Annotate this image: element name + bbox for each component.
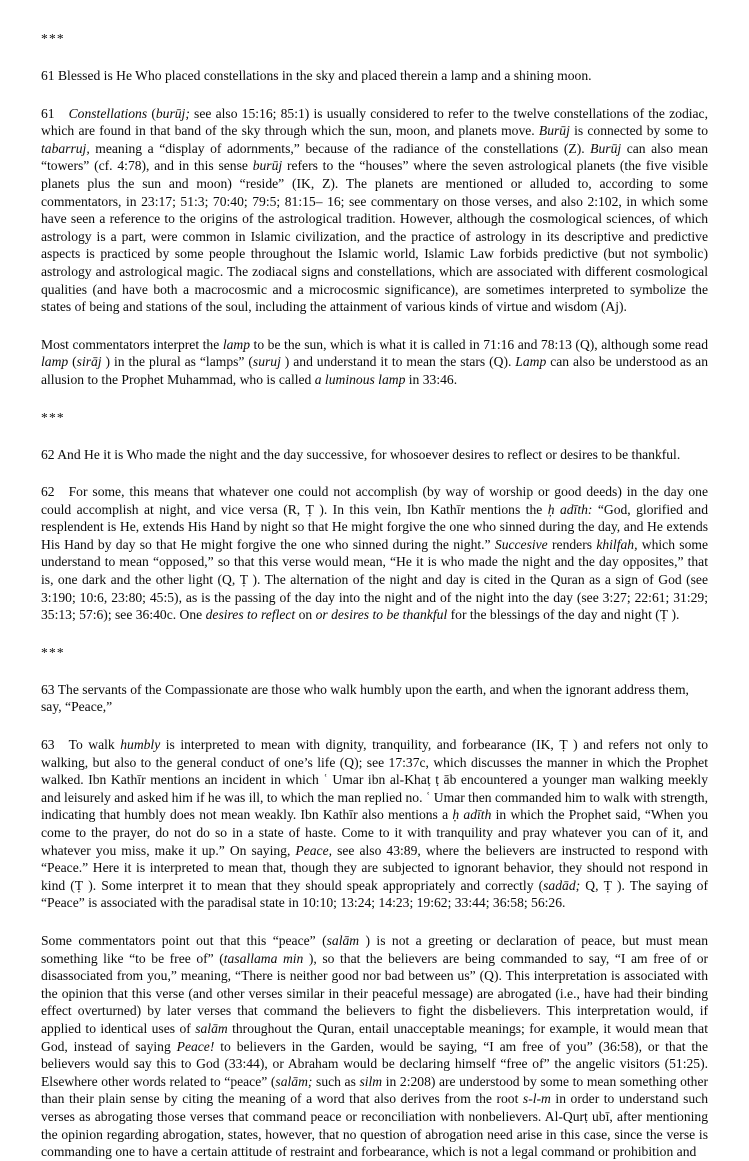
commentary-body-63: To walk humbly is interpreted to mean with dignity, tranquility, and forbearance (IK, Ṭ ) and refers not only to walking, but also to the general conduct of one’s life (Q); see 17:37c, which discusses the manner in which the Prophet walked. Ibn Kathīr mentions an incident in which ʿ Umar ibn al-Khaṭ ṭ āb encountered a younger man walking meekly and leisurely and asked him if he was ill, to which the man replied no. ʿ Umar then commanded him to walk with strength, indicating that humbly does not mean weakly. Ibn Kathīr also mentions a ḥ adīth in which the Prophet said, “When you come to the prayer, do not do so in a state of haste. Come to it with tranquility and pray whatever you can of it, and whatever you miss, make it up.” On saying, Peace, see also 43:89, where the believers are instructed to respond with “Peace.” Here it is interpreted to mean that, though they are subjected to ignorant behavior, they should not respond in kind (Ṭ ). Some interpret it to mean that they should speak appropriately and correctly (sadād; Q, Ṭ ). The saying of “Peace” is associated with the paradisal state in 10:10; 13:24; 14:23; 19:62; 33:44; 36:58; 56:26. xyxy=(41,737,708,911)
commentary-paragraph-61b: Most commentators interpret the lamp to be the sun, which is what it is called in 71:16 and 78:13 (Q), although some read lamp (sirāj ) in the plural as “lamps” (suruj ) and understand it to mean the stars (Q). Lamp can also be understood as an allusion to the Prophet Muhammad, who is called a luminous lamp in 33:46. xyxy=(41,336,709,387)
section-separator-3: *** xyxy=(41,644,65,660)
commentary-paragraph-62 xyxy=(41,483,708,624)
commentary-number-61: 61 xyxy=(41,105,55,121)
commentary-paragraph-63 xyxy=(41,736,708,912)
commentary-number-62: 62 xyxy=(41,484,55,500)
commentary-number-63: 63 xyxy=(41,737,55,753)
verse-text-62: 62 And He it is Who made the night and the day successive, for whosoever desires to reflect or desires to be thankful. xyxy=(41,446,681,462)
commentary-paragraph-63b: Some commentators point out that this “peace” (salām ) is not a greeting or declaration of peace, but must mean something like “to be free of” (tasallama min ), so that the believers are being commanded to say, “I am free of or disassociated from you,” meaning, “There is neither good nor bad between us” (Q). This interpretation is associated with the opinion that this verse (and other verses similar in their peaceful message) are abrogated (i.e., have had their binding effect overturned) by later verses that command the believers to fight the disbelievers. This interpretation would, if applied to identical uses of salām throughout the Quran, entail unacceptable meanings; for example, it would mean that God, instead of saying Peace! to believers in the Garden, would be saying, “I am free of you” (36:58), or that the believers would say this to God (33:44), or Abraham would be declaring himself “free of” the angelic visitors (51:25). Elsewhere other words related to “peace” (salām; such as silm in 2:208) are understood by some to mean something other than their plain sense by citing the meaning of a word that also derives from the root s-l-m in order to understand such verses as abrogating those verses that command peace or reconciliation with nonbelievers. Al-Qurṭ ubī, after mentioning the opinion regarding abrogation, states, however, that no question of abrogation need arise in this case, since the verse is commanding one to have a certain attitude of restraint and forbearance, which is not a legal command or prohibition and xyxy=(41,932,709,1160)
section-separator-2: *** xyxy=(41,409,65,425)
section-separator-1: *** xyxy=(41,31,65,46)
verse-text-63: 63 The servants of the Compassionate are those who walk humbly upon the earth, and when the ignorant address them, say, “Peace,” xyxy=(41,681,689,715)
commentary-body-62: For some, this means that whatever one could not accomplish (by way of worship or good deeds) in the day one could accomplish at night, and vice versa (R, Ṭ ). In this vein, Ibn Kathīr mentions the ḥ adīth: “God, glorified and resplendent is He, extends His Hand by night so that He might forgive the one who sinned during the day, and He extends His Hand by day so that He might forgive the one who sinned during the night.” Succesive renders khilfah, which some understand to mean “opposed,” so that this verse would mean, “He it is who made the night and the day opposites,” that is, one dark and the other light (Q, Ṭ ). The alternation of the night and day is cited in the Quran as a sign of God (see 3:190; 10:6, 23:80; 45:5), as is the passing of the day into the night and of the night into the day (see 3:27; 22:61; 31:29; 35:13; 57:6); see 36:40c. One desires to reflect on or desires to be thankful for the blessings of the day and night (Ṭ ). xyxy=(41,484,708,623)
verse-text-61: 61 Blessed is He Who placed constellations in the sky and placed therein a lamp and a shining moon. xyxy=(41,68,592,83)
commentary-body-61: Constellations (burūj; see also 15:16; 85:1) is usually considered to refer to the twelve constellations of the zodiac, which are found in that band of the sky through which the sun, moon, and planets move. Burūj is connected by some to tabarruj, meaning a “display of adornments,” because of the radiance of the constellations (Z). Burūj can also mean “towers” (cf. 4:78), and in this sense burūj refers to the “houses” where the seven astrological planets (the five visible planets plus the sun and moon) “reside” (IK, Z). The planets are mentioned or alluded to, according to some commentators, in 23:17; 51:3; 70:40; 79:5; 81:15– 16; see commentary on those verses, and also 2:102, in which some have seen a reference to the origins of the astrological tradition. However, although the cosmological sciences, of which astrology is a part, were common in Islamic civilization, and the practice of astrology in its descriptive and predictive aspects is practiced by some people throughout the Islamic world, Islamic Law forbids predictive (but not symbolic) astrology and astrological magic. The zodiacal signs and constellations, which are associated with different cosmological qualities (and have both a macrocosmic and a microcosmic significance), are sometimes interpreted to symbolize the states of being and stations of the soul, including the attainment of various kinds of virtue and wisdom (Aj). xyxy=(41,105,708,315)
page-content xyxy=(41,30,708,1161)
commentary-paragraph-61 xyxy=(41,105,708,316)
